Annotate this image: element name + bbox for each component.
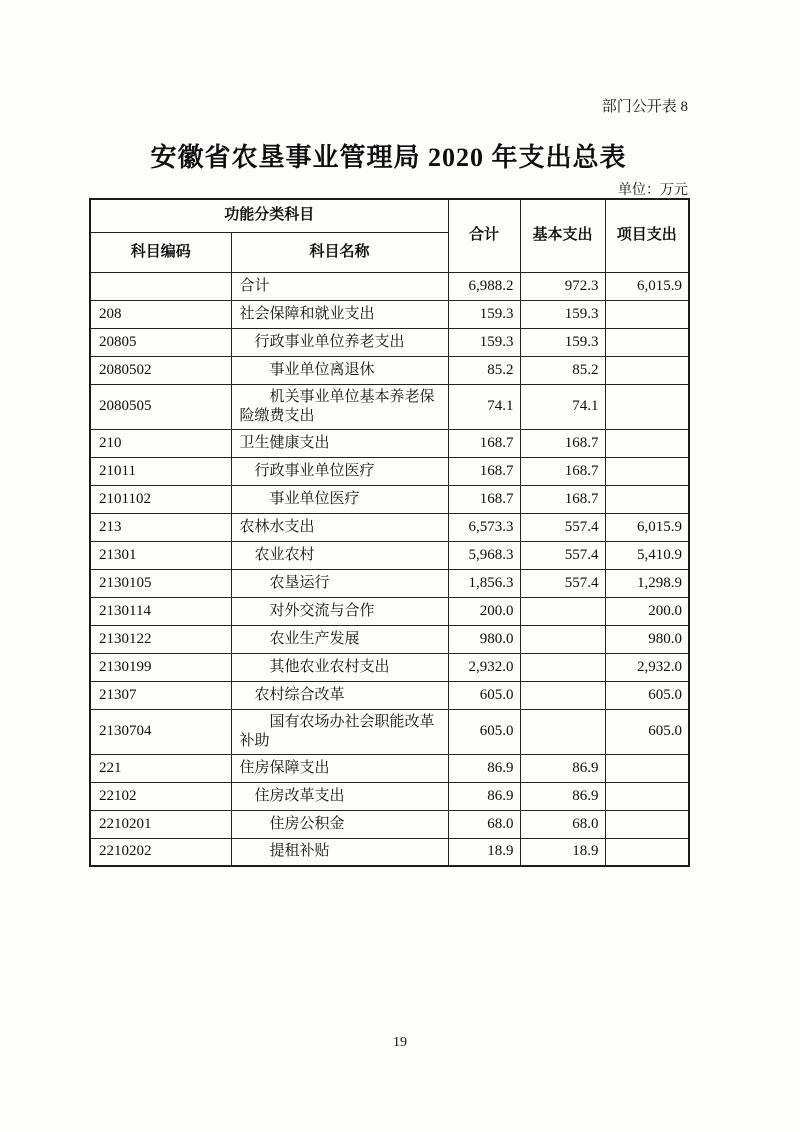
header-subject-name: 科目名称 [231,232,448,272]
total-value-cell: 168.7 [448,429,520,457]
total-value-cell: 980.0 [448,625,520,653]
basic-expenditure-cell: 68.0 [520,810,605,838]
subject-name-cell: 农垦运行 [231,569,448,597]
table-row [90,782,689,810]
table-row [90,513,689,541]
table-row [90,754,689,782]
project-expenditure-cell [605,356,689,384]
total-value-cell: 85.2 [448,356,520,384]
subject-name-cell: 农村综合改革 [231,681,448,709]
subject-code-cell: 22102 [90,782,231,810]
table-row [90,328,689,356]
unit-label: 单位：万元 [618,183,688,198]
table-row [90,681,689,709]
header-row-group [90,199,689,232]
project-expenditure-cell: 1,298.9 [605,569,689,597]
subject-code-cell: 2080505 [90,384,231,429]
project-expenditure-cell: 2,932.0 [605,653,689,681]
basic-expenditure-cell: 557.4 [520,513,605,541]
subject-name-cell: 住房改革支出 [231,782,448,810]
basic-expenditure-cell: 86.9 [520,782,605,810]
table-row [90,541,689,569]
table-body [90,272,689,866]
subject-code-cell: 221 [90,754,231,782]
table-row [90,457,689,485]
basic-expenditure-cell: 86.9 [520,754,605,782]
subject-name-cell: 行政事业单位养老支出 [231,328,448,356]
project-expenditure-cell [605,782,689,810]
total-value-cell: 159.3 [448,300,520,328]
subject-name-cell: 卫生健康支出 [231,429,448,457]
basic-expenditure-cell [520,625,605,653]
project-expenditure-cell [605,328,689,356]
project-expenditure-cell: 200.0 [605,597,689,625]
total-value-cell: 86.9 [448,754,520,782]
total-value-cell: 5,968.3 [448,541,520,569]
subject-code-cell: 2101102 [90,485,231,513]
project-expenditure-cell: 6,015.9 [605,272,689,300]
table-row [90,597,689,625]
basic-expenditure-cell: 168.7 [520,485,605,513]
basic-expenditure-cell [520,681,605,709]
basic-expenditure-cell [520,653,605,681]
total-value-cell: 159.3 [448,328,520,356]
subject-code-cell: 2130122 [90,625,231,653]
basic-expenditure-cell: 557.4 [520,541,605,569]
project-expenditure-cell [605,754,689,782]
total-value-cell: 6,573.3 [448,513,520,541]
subject-code-cell: 21307 [90,681,231,709]
total-value-cell: 18.9 [448,838,520,866]
subject-code-cell: 2130114 [90,597,231,625]
total-value-cell: 74.1 [448,384,520,429]
subject-name-cell: 国有农场办社会职能改革补助 [231,709,448,754]
subject-name-cell: 合计 [231,272,448,300]
table-row [90,356,689,384]
subject-code-cell: 2210202 [90,838,231,866]
subject-name-cell: 事业单位医疗 [231,485,448,513]
table-row [90,625,689,653]
doc-label: 部门公开表 8 [601,99,688,115]
total-value-cell: 200.0 [448,597,520,625]
subject-code-cell: 2130199 [90,653,231,681]
total-value-cell: 1,856.3 [448,569,520,597]
table-row [90,384,689,429]
total-value-cell: 605.0 [448,709,520,754]
basic-expenditure-cell: 159.3 [520,300,605,328]
subject-name-cell: 农林水支出 [231,513,448,541]
table-row [90,485,689,513]
table-row [90,429,689,457]
subject-name-cell: 机关事业单位基本养老保险缴费支出 [231,384,448,429]
total-value-cell: 2,932.0 [448,653,520,681]
subject-name-cell: 住房保障支出 [231,754,448,782]
page-number: 19 [393,1035,407,1050]
project-expenditure-cell [605,485,689,513]
subject-name-cell: 提租补贴 [231,838,448,866]
subject-code-cell: 208 [90,300,231,328]
project-expenditure-cell: 5,410.9 [605,541,689,569]
basic-expenditure-cell: 168.7 [520,429,605,457]
table-row [90,838,689,866]
total-value-cell: 168.7 [448,457,520,485]
table-header [90,199,689,272]
subject-code-cell: 20805 [90,328,231,356]
table-row [90,300,689,328]
basic-expenditure-cell: 18.9 [520,838,605,866]
subject-name-cell: 其他农业农村支出 [231,653,448,681]
total-value-cell: 168.7 [448,485,520,513]
subject-code-cell: 210 [90,429,231,457]
basic-expenditure-cell: 159.3 [520,328,605,356]
table-row [90,709,689,754]
basic-expenditure-cell [520,597,605,625]
basic-expenditure-cell: 972.3 [520,272,605,300]
project-expenditure-cell [605,429,689,457]
total-value-cell: 86.9 [448,782,520,810]
total-value-cell: 6,988.2 [448,272,520,300]
subject-name-cell: 住房公积金 [231,810,448,838]
header-basic-expenditure: 基本支出 [520,199,605,272]
header-project-expenditure: 项目支出 [605,199,689,272]
subject-name-cell: 事业单位离退休 [231,356,448,384]
basic-expenditure-cell: 557.4 [520,569,605,597]
subject-name-cell: 行政事业单位医疗 [231,457,448,485]
header-total: 合计 [448,199,520,272]
subject-code-cell: 2130704 [90,709,231,754]
subject-code-cell: 2080502 [90,356,231,384]
subject-name-cell: 对外交流与合作 [231,597,448,625]
subject-code-cell: 2210201 [90,810,231,838]
basic-expenditure-cell: 74.1 [520,384,605,429]
project-expenditure-cell: 6,015.9 [605,513,689,541]
header-subject-code: 科目编码 [90,232,231,272]
page-title: 安徽省农垦事业管理局 2020 年支出总表 [150,143,627,172]
basic-expenditure-cell [520,709,605,754]
project-expenditure-cell [605,838,689,866]
basic-expenditure-cell: 168.7 [520,457,605,485]
subject-name-cell: 农业生产发展 [231,625,448,653]
project-expenditure-cell [605,384,689,429]
project-expenditure-cell [605,457,689,485]
total-value-cell: 605.0 [448,681,520,709]
project-expenditure-cell: 980.0 [605,625,689,653]
subject-name-cell: 农业农村 [231,541,448,569]
subject-code-cell: 21011 [90,457,231,485]
table-row [90,569,689,597]
project-expenditure-cell: 605.0 [605,709,689,754]
expenditure-table [89,198,690,867]
total-value-cell: 68.0 [448,810,520,838]
subject-code-cell: 213 [90,513,231,541]
table-row [90,272,689,300]
subject-code-cell: 2130105 [90,569,231,597]
subject-name-cell: 社会保障和就业支出 [231,300,448,328]
basic-expenditure-cell: 85.2 [520,356,605,384]
project-expenditure-cell [605,300,689,328]
table-row [90,810,689,838]
subject-code-cell [90,272,231,300]
header-functional-classification: 功能分类科目 [90,199,448,232]
table-row [90,653,689,681]
project-expenditure-cell: 605.0 [605,681,689,709]
subject-code-cell: 21301 [90,541,231,569]
project-expenditure-cell [605,810,689,838]
